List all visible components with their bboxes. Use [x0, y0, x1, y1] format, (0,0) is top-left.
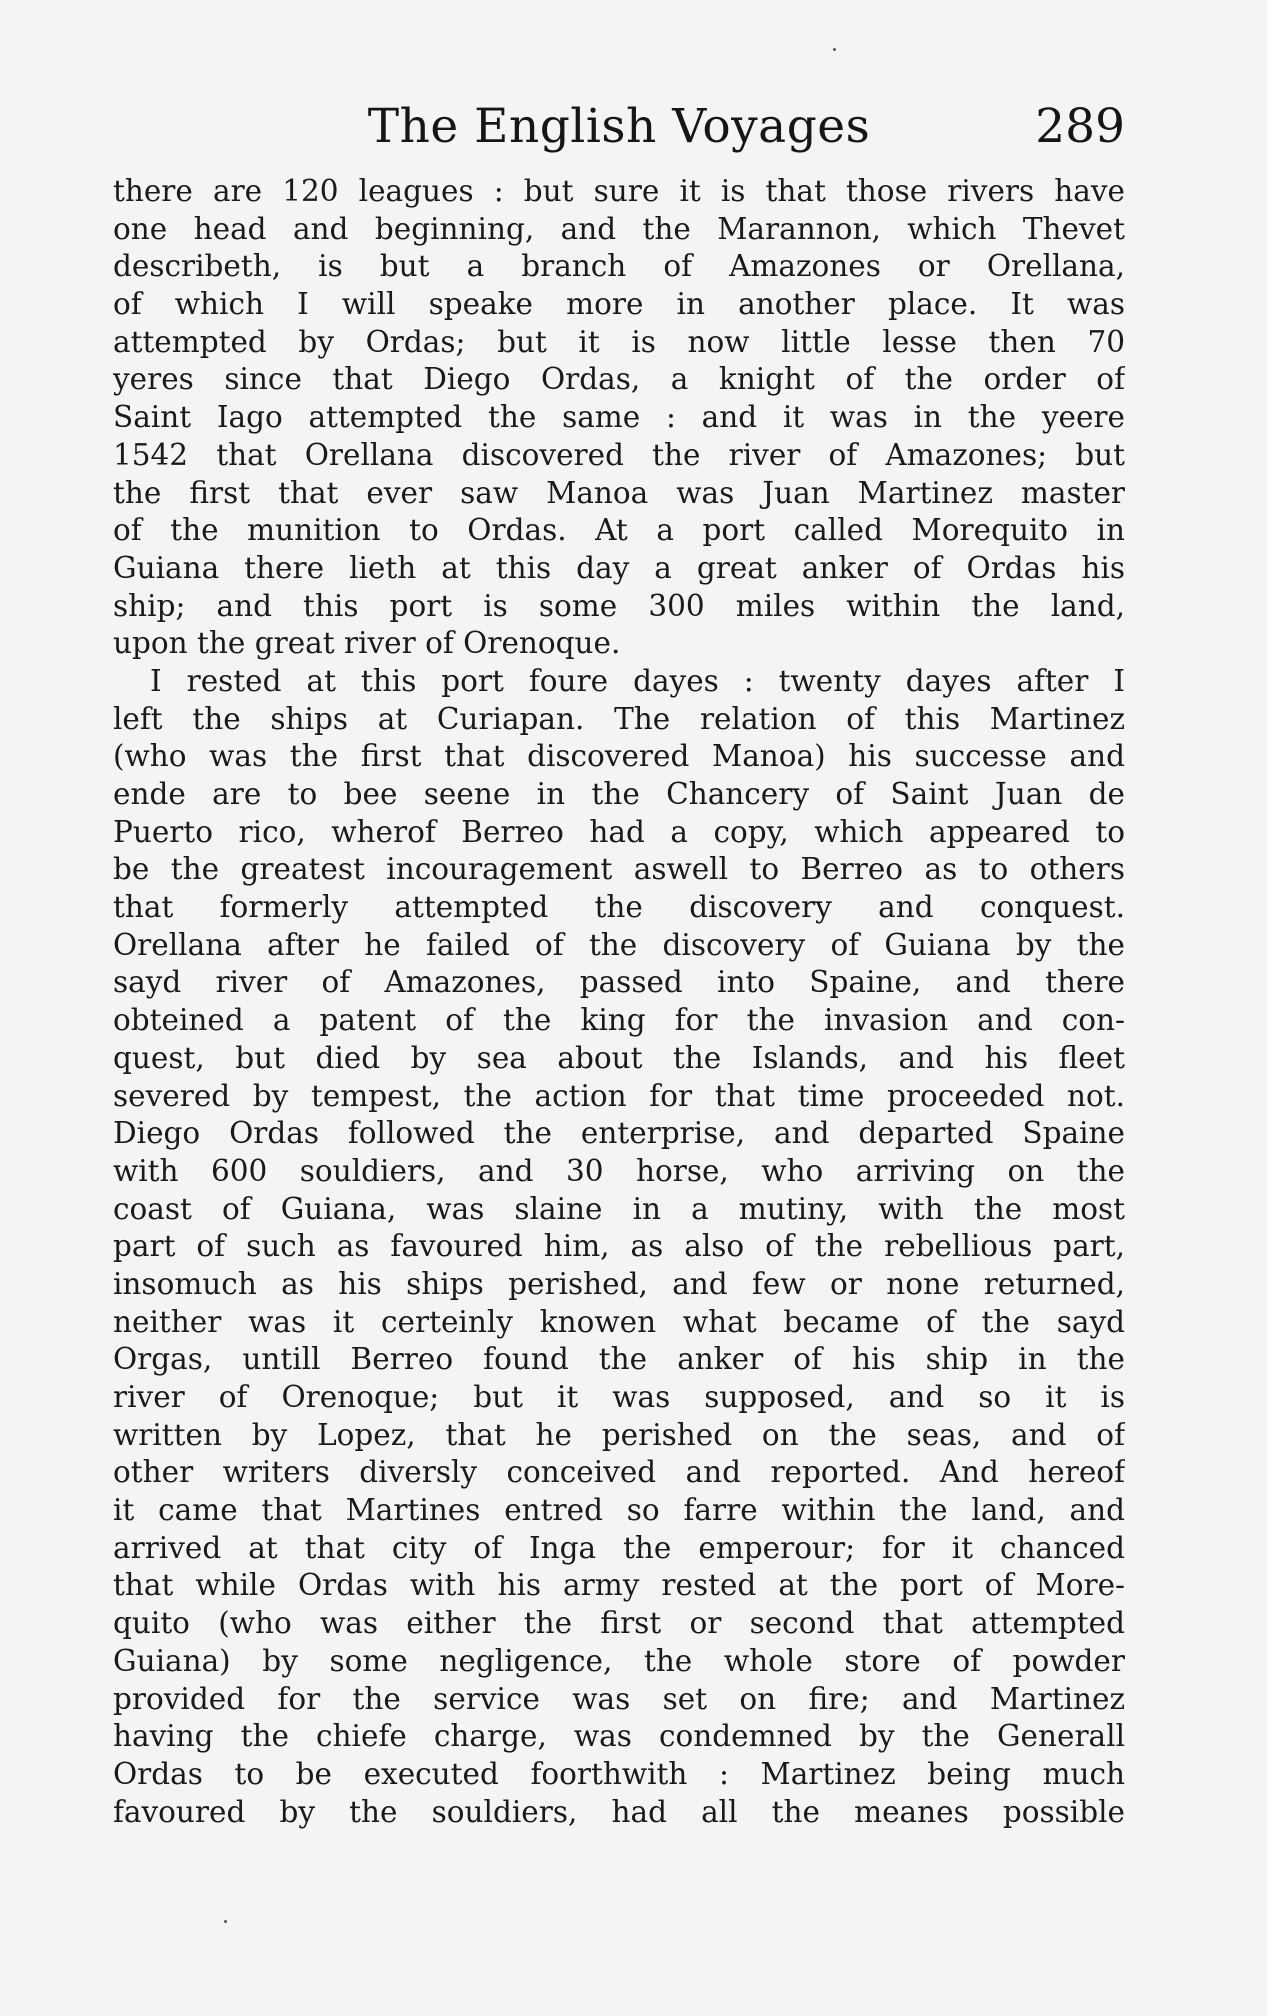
text-line: quito (who was either the first or second that attempted: [113, 1606, 1125, 1641]
text-line: severed by tempest, the action for that time proceeded not.: [113, 1078, 1125, 1113]
text-line: there are 120 leagues : but sure it is that those rivers have: [113, 174, 1125, 208]
text-line: favoured by the souldiers, had all the meanes possible: [113, 1794, 1125, 1829]
text-line: that formerly attempted the discovery and conquest.: [113, 890, 1125, 925]
text-line: quest, but died by sea about the Islands, and his fleet: [113, 1040, 1125, 1075]
body-text: [113, 173, 1125, 1831]
text-line: Puerto rico, wherof Berreo had a copy, which appeared to: [113, 814, 1125, 849]
text-line: with 600 souldiers, and 30 horse, who arriving on the: [113, 1153, 1125, 1188]
text-line: Guiana) by some negligence, the whole store of powder: [113, 1643, 1125, 1678]
text-line: other writers diversly conceived and reported. And hereof: [113, 1455, 1125, 1490]
text-line: Orgas, untill Berreo found the anker of his ship in the: [113, 1342, 1125, 1377]
text-line: Orellana after he failed of the discovery of Guiana by the: [113, 927, 1125, 962]
text-line: of the munition to Ordas. At a port called Morequito in: [113, 513, 1125, 548]
text-line: left the ships at Curiapan. The relation of this Martinez: [113, 701, 1125, 736]
text-line: the first that ever saw Manoa was Juan Martinez master: [113, 475, 1125, 510]
page-header: [113, 92, 1125, 162]
paper-speck: [224, 1920, 227, 1923]
text-line: (who was the first that discovered Manoa) his successe and: [113, 739, 1125, 774]
text-line: ship; and this port is some 300 miles within the land,: [113, 588, 1125, 623]
paragraph-start-line: I rested at this port foure dayes : twenty dayes after I: [150, 663, 1125, 698]
text-line: ende are to bee seene in the Chancery of Saint Juan de: [113, 777, 1125, 811]
text-line: attempted by Ordas; but it is now little lesse then 70: [113, 324, 1125, 359]
paragraph-end-line: upon the great river of Orenoque.: [113, 626, 621, 661]
text-line: Ordas to be executed foorthwith : Martinez being much: [113, 1756, 1125, 1791]
text-line: yeres since that Diego Ordas, a knight of the order of: [113, 362, 1125, 397]
text-line: 1542 that Orellana discovered the river of Amazones; but: [113, 437, 1125, 472]
text-line: Guiana there lieth at this day a great anker of Ordas his: [113, 550, 1125, 585]
text-line: coast of Guiana, was slaine in a mutiny, with the most: [113, 1191, 1125, 1226]
paper-speck: [833, 48, 836, 51]
text-line: of which I will speake more in another place. It was: [113, 287, 1125, 322]
text-line: one head and beginning, and the Marannon, which Thevet: [113, 211, 1125, 246]
text-line: sayd river of Amazones, passed into Spaine, and there: [113, 965, 1125, 1000]
text-line: describeth, is but a branch of Amazones or Orellana,: [113, 249, 1125, 284]
text-line: Diego Ordas followed the enterprise, and departed Spaine: [113, 1116, 1125, 1151]
text-line: river of Orenoque; but it was supposed, and so it is: [113, 1380, 1125, 1414]
text-line: neither was it certeinly knowen what became of the sayd: [113, 1304, 1125, 1339]
text-line: obteined a patent of the king for the invasion and con-: [113, 1003, 1125, 1038]
text-line: Saint Iago attempted the same : and it was in the yeere: [113, 400, 1125, 435]
text-line: arrived at that city of Inga the emperour; for it chanced: [113, 1530, 1125, 1565]
text-line: written by Lopez, that he perished on the seas, and of: [113, 1417, 1125, 1452]
text-line: that while Ordas with his army rested at the port of More-: [113, 1568, 1125, 1603]
page-number: 289: [1035, 99, 1125, 154]
text-line: provided for the service was set on fire; and Martinez: [113, 1681, 1125, 1716]
text-line: insomuch as his ships perished, and few or none returned,: [113, 1266, 1125, 1301]
text-line: be the greatest incouragement aswell to Berreo as to others: [113, 852, 1125, 887]
text-line: part of such as favoured him, as also of the rebellious part,: [113, 1229, 1125, 1264]
text-line: it came that Martines entred so farre within the land, and: [113, 1493, 1125, 1528]
text-line: having the chiefe charge, was condemned by the Generall: [113, 1719, 1125, 1754]
running-title: The English Voyages: [367, 99, 871, 154]
